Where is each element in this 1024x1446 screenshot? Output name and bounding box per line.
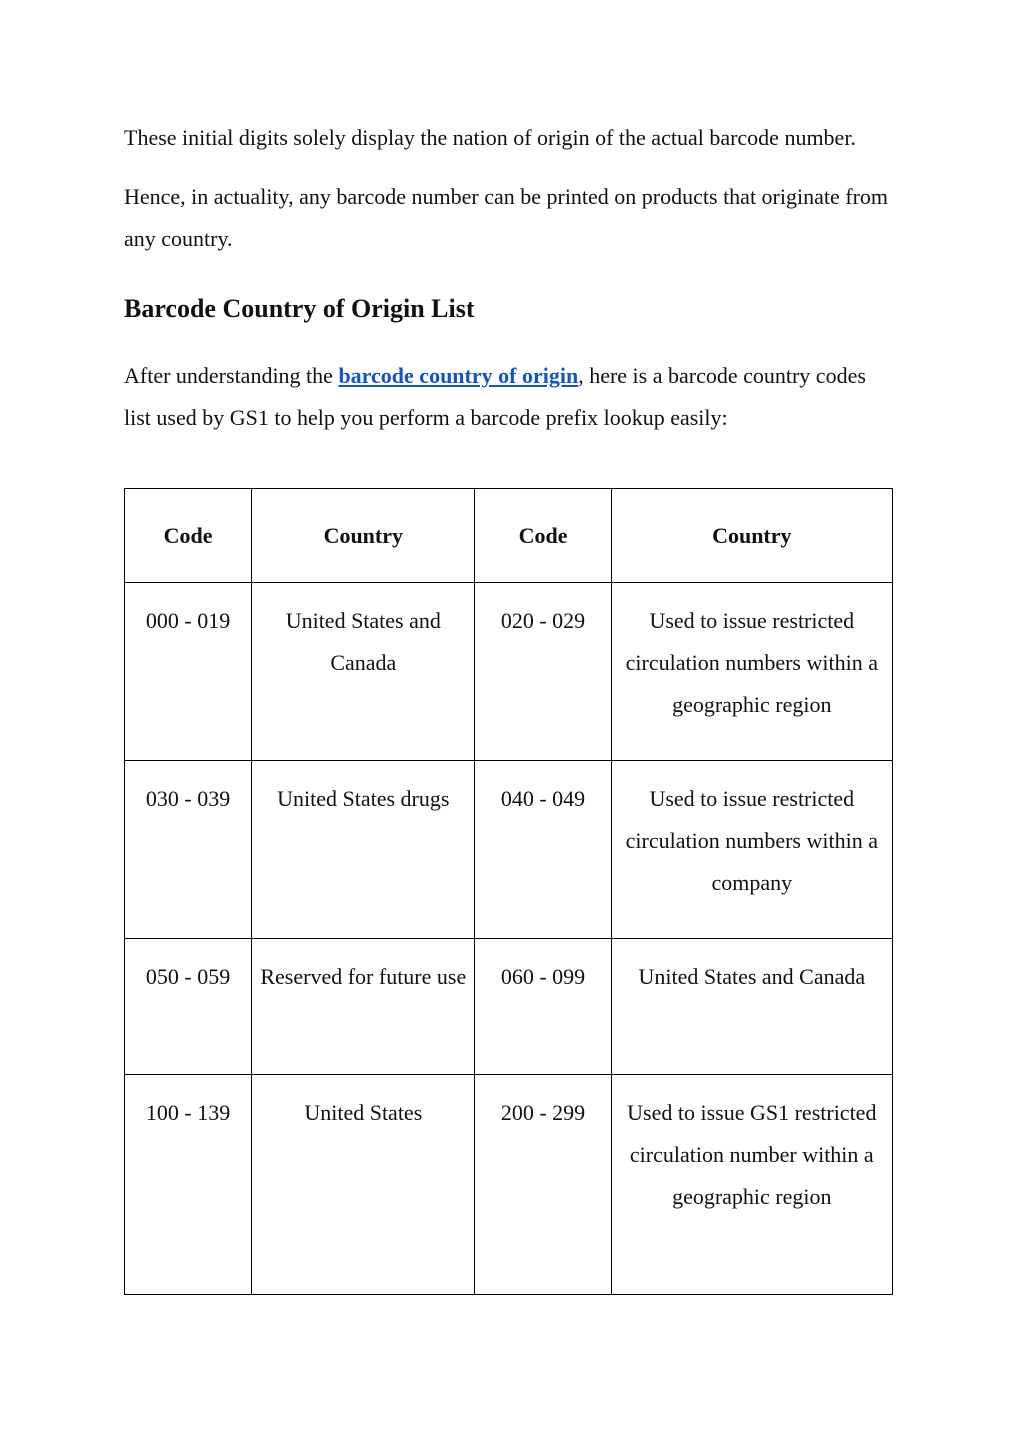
code-cell: 000 - 019: [125, 583, 252, 761]
header-code-2: Code: [475, 489, 611, 583]
code-cell: 040 - 049: [475, 761, 611, 939]
lead-text-before-link: After understanding the: [124, 363, 339, 388]
code-cell: 060 - 099: [475, 939, 611, 1075]
country-cell: Reserved for future use: [252, 939, 475, 1075]
country-cell: Used to issue GS1 restricted circulation number within a geographic region: [611, 1075, 892, 1295]
header-country-1: Country: [252, 489, 475, 583]
country-cell: Used to issue restricted circulation numbers within a company: [611, 761, 892, 939]
code-cell: 020 - 029: [475, 583, 611, 761]
table-row: [125, 583, 893, 761]
document-body: [124, 117, 894, 439]
intro-paragraph-1: These initial digits solely display the nation of origin of the actual barcode number.: [124, 125, 856, 150]
barcode-prefix-table: [124, 488, 893, 1295]
intro-paragraph-2: Hence, in actuality, any barcode number can be printed on products that originate from any country.: [124, 184, 889, 251]
barcode-country-of-origin-link[interactable]: barcode country of origin: [338, 363, 579, 388]
table-row: [125, 939, 893, 1075]
code-cell: 050 - 059: [125, 939, 252, 1075]
country-cell: United States drugs: [252, 761, 475, 939]
table-row: [125, 1075, 893, 1295]
section-heading: Barcode Country of Origin List: [124, 294, 475, 323]
code-cell: 030 - 039: [125, 761, 252, 939]
header-code-1: Code: [125, 489, 252, 583]
header-country-2: Country: [611, 489, 892, 583]
section-lead-paragraph: [124, 355, 894, 439]
country-cell: United States and Canada: [252, 583, 475, 761]
code-cell: 100 - 139: [125, 1075, 252, 1295]
country-cell: United States and Canada: [611, 939, 892, 1075]
lead-text-after-link: , here is a barcode country codes list used by GS1 to help you perform a barcode prefix lookup easily:: [124, 363, 866, 430]
table-header-row: [125, 489, 893, 583]
table-row: [125, 761, 893, 939]
code-cell: 200 - 299: [475, 1075, 611, 1295]
country-cell: United States: [252, 1075, 475, 1295]
country-cell: Used to issue restricted circulation numbers within a geographic region: [611, 583, 892, 761]
